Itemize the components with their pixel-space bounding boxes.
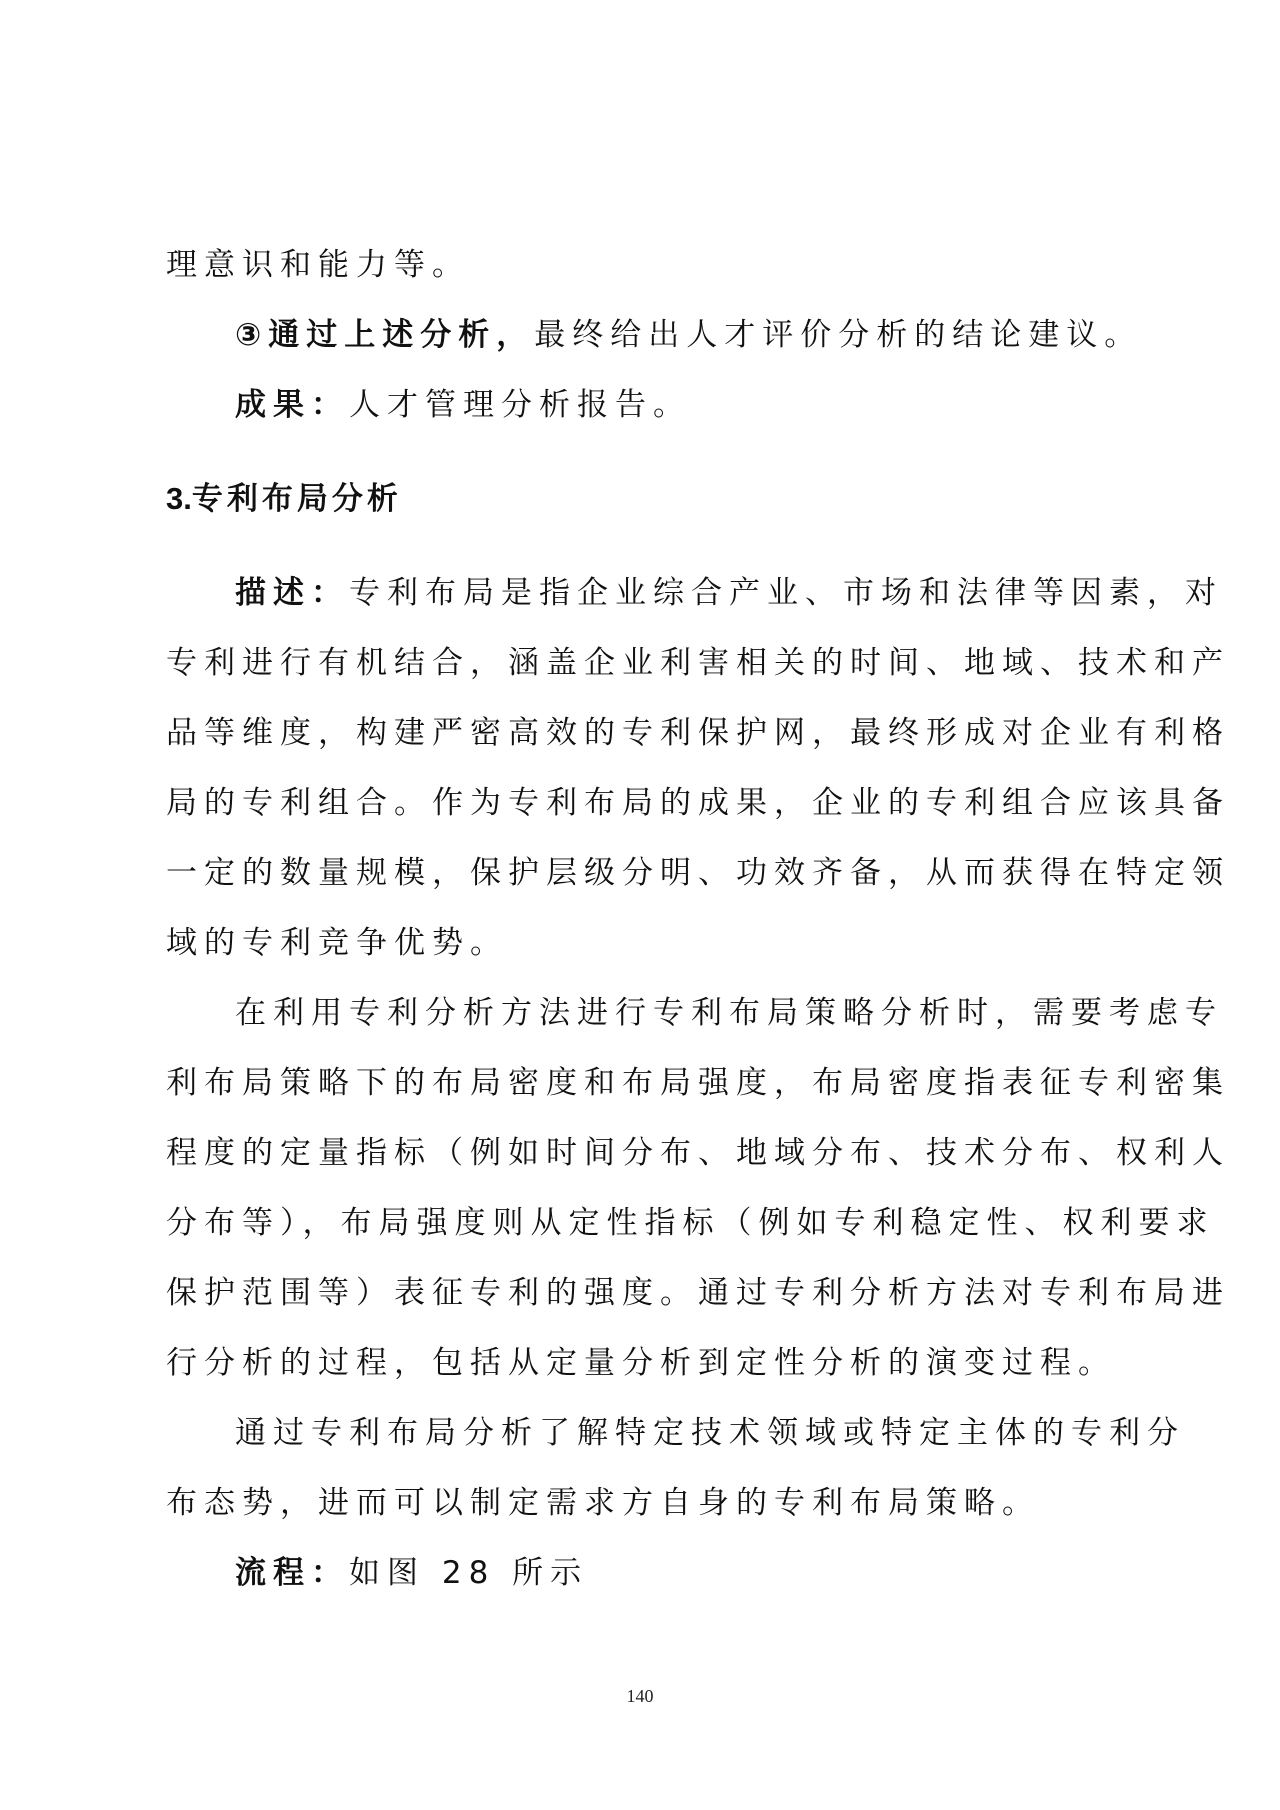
- paragraph-line: 专利进行有机结合，涵盖企业利害相关的时间、地域、技术和产: [166, 645, 1230, 681]
- list-item-3-lead: ③通过上述分析，: [235, 317, 535, 352]
- paragraph-line: 域的专利竞争优势。: [166, 925, 508, 961]
- paragraph-line: 通过专利布局分析了解特定技术领域或特定主体的专利分: [235, 1415, 1185, 1451]
- paragraph-line: 分布等），布局强度则从定性指标（例如专利稳定性、权利要求: [166, 1205, 1215, 1241]
- paragraph-line: 布态势，进而可以制定需求方自身的专利布局策略。: [166, 1485, 1040, 1521]
- result-line: [166, 370, 1116, 440]
- page-content: [166, 230, 1230, 1608]
- result-label: 成果：: [235, 387, 349, 422]
- description-paragraph: [166, 558, 1230, 978]
- list-item-3-text: 最终给出人才评价分析的结论建议。: [534, 317, 1143, 353]
- paragraph-line: 描述：专利布局是指企业综合产业、市场和法律等因素，对: [235, 575, 1223, 611]
- paragraph-line: 行分析的过程，包括从定量分析到定性分析的演变过程。: [166, 1345, 1116, 1381]
- continuation-line: 理意识和能力等。: [166, 247, 470, 283]
- paragraph-line: 程度的定量指标（例如时间分布、地域分布、技术分布、权利人: [166, 1135, 1230, 1171]
- section-number: 3.: [166, 481, 192, 516]
- strategy-paragraph: [166, 978, 1230, 1398]
- purpose-paragraph: [166, 1398, 1185, 1538]
- list-item-3: [166, 300, 1143, 370]
- paragraph-line: 在利用专利分析方法进行专利布局策略分析时，需要考虑专: [235, 995, 1223, 1031]
- paragraph-line: 利布局策略下的布局密度和布局强度，布局密度指表征专利密集: [166, 1065, 1230, 1101]
- paragraph-line: 一定的数量规模，保护层级分明、功效齐备，从而获得在特定领: [166, 855, 1230, 891]
- description-label: 描述：: [235, 575, 349, 610]
- paragraph-line: 保护范围等）表征专利的强度。通过专利分析方法对专利布局进: [166, 1275, 1230, 1311]
- page-number: 140: [626, 1686, 654, 1706]
- section-title: 专利布局分析: [191, 481, 402, 517]
- process-text: 如图 28 所示: [349, 1555, 589, 1591]
- section-heading: [166, 464, 1116, 534]
- process-line: [166, 1538, 1116, 1608]
- result-text: 人才管理分析报告。: [349, 387, 691, 423]
- process-label: 流程：: [235, 1555, 349, 1590]
- paragraph-line: 局的专利组合。作为专利布局的成果，企业的专利组合应该具备: [166, 785, 1230, 821]
- paragraph-line: 品等维度，构建严密高效的专利保护网，最终形成对企业有利格: [166, 715, 1230, 751]
